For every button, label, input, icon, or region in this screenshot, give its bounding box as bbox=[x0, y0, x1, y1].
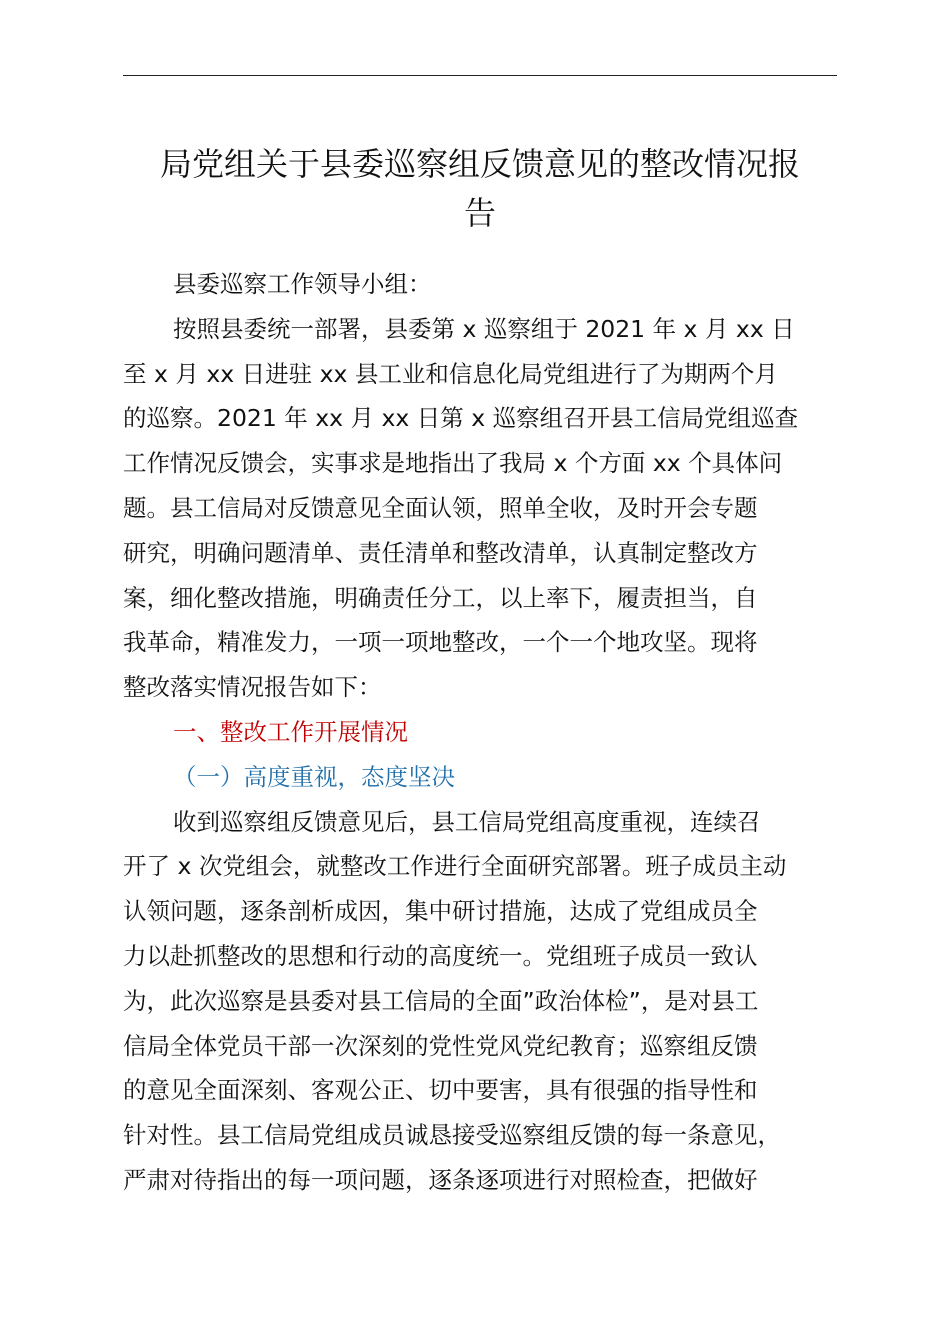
document-body bbox=[123, 262, 863, 1203]
paragraph-line: 为，此次巡察是县委对县工信局的全面”政治体检”，是对县工 bbox=[123, 986, 759, 1015]
paragraph-line: 至 x 月 xx 日进驻 xx 县工业和信息化局党组进行了为期两个月 bbox=[123, 359, 778, 388]
section-heading: 一、整改工作开展情况 bbox=[173, 717, 408, 746]
paragraph-line: 按照县委统一部署，县委第 x 巡察组于 2021 年 x 月 xx 日 bbox=[173, 314, 795, 343]
paragraph-line: 开了 x 次党组会，就整改工作进行全面研究部署。班子成员主动 bbox=[123, 852, 787, 881]
title-line-1: 局党组关于县委巡察组反馈意见的整改情况报 bbox=[159, 145, 800, 183]
addressee: 县委巡察工作领导小组： bbox=[173, 270, 432, 298]
paragraph-line: 工作情况反馈会，实事求是地指出了我局 x 个方面 xx 个具体问 bbox=[123, 449, 783, 478]
paragraph-line: 整改落实情况报告如下： bbox=[123, 673, 382, 702]
paragraph-1 bbox=[123, 307, 863, 710]
paragraph-line: 题。县工信局对反馈意见全面认领，照单全收，及时开会专题 bbox=[123, 493, 758, 522]
paragraph-line: 我革命，精准发力，一项一项地整改，一个一个地攻坚。现将 bbox=[123, 628, 758, 657]
paragraph-line: 收到巡察组反馈意见后，县工信局党组高度重视，连续召 bbox=[173, 807, 761, 836]
header-rule bbox=[123, 75, 837, 76]
paragraph-line: 信局全体党员干部一次深刻的党性党风党纪教育；巡察组反馈 bbox=[123, 1031, 758, 1060]
title-line-2: 告 bbox=[463, 194, 496, 232]
paragraph-2 bbox=[123, 800, 863, 1203]
paragraph-line: 针对性。县工信局党组成员诚恳接受巡察组反馈的每一条意见， bbox=[123, 1121, 781, 1150]
paragraph-line: 认领问题，逐条剖析成因，集中研讨措施，达成了党组成员全 bbox=[123, 897, 758, 926]
document-title bbox=[110, 140, 850, 238]
paragraph-line: 力以赴抓整改的思想和行动的高度统一。党组班子成员一致认 bbox=[123, 941, 758, 970]
paragraph-line: 的巡察。2021 年 xx 月 xx 日第 x 巡察组召开县工信局党组巡查 bbox=[123, 404, 799, 433]
subsection-heading: （一）高度重视，态度坚决 bbox=[173, 762, 455, 791]
paragraph-line: 研究，明确问题清单、责任清单和整改清单，认真制定整改方 bbox=[123, 538, 758, 567]
paragraph-line: 严肃对待指出的每一项问题，逐条逐项进行对照检查，把做好 bbox=[123, 1165, 758, 1194]
paragraph-line: 案，细化整改措施，明确责任分工，以上率下，履责担当，自 bbox=[123, 583, 758, 612]
paragraph-line: 的意见全面深刻、客观公正、切中要害，具有很强的指导性和 bbox=[123, 1076, 758, 1105]
